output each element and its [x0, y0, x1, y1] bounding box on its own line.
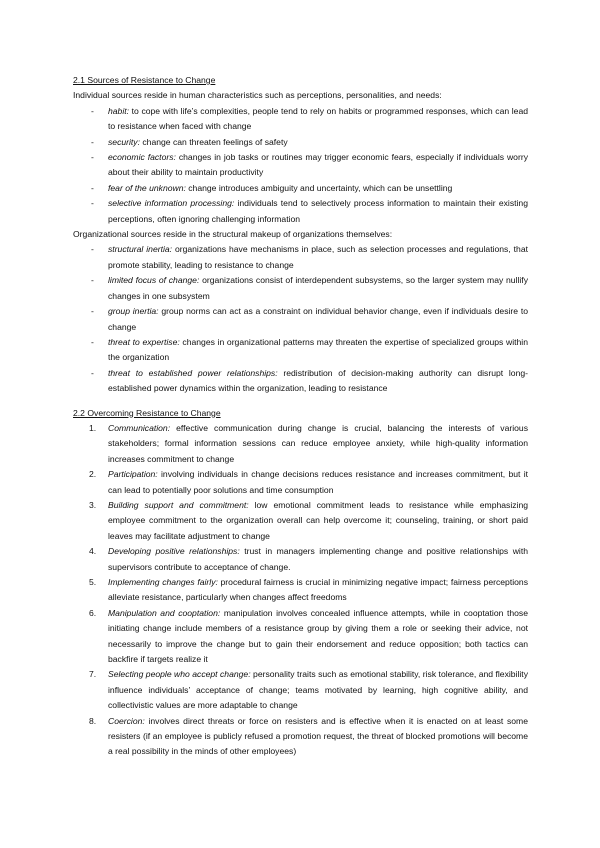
list-item-term: Selecting people who accept change: — [108, 669, 251, 680]
list-item-text: changes in job tasks or routines may trigger economic fears, especially if individuals worry about their ability to maintain productivity — [108, 152, 528, 178]
bullet-dash: - — [91, 136, 94, 147]
list-item-term: threat to expertise: — [108, 336, 180, 347]
individual-sources-intro: Individual sources reside in human characteristics such as perceptions, personalities, and needs: — [73, 90, 442, 101]
section-spacer — [73, 397, 528, 406]
list-item — [73, 498, 528, 544]
bullet-dash: - — [91, 306, 94, 317]
bullet-dash: - — [91, 244, 94, 255]
organizational-sources-intro: Organizational sources reside in the structural makeup of organizations themselves: — [73, 229, 393, 240]
list-number: 8. — [89, 715, 97, 726]
bullet-dash: - — [91, 336, 94, 347]
list-item-term: Building support and commitment: — [108, 499, 249, 510]
list-number: 5. — [89, 577, 97, 587]
document-body — [73, 73, 528, 760]
list-item-text: manipulation involves concealed influence attempts, while in cooptation those initiating change include members of a resistance group by giving them a role or seeking their advice, not necessarily to improve the change but to gain their endorsement and reduce opposition; both tactics can backfire if targets realize it — [108, 607, 528, 665]
list-item — [73, 575, 528, 606]
list-item-text: trust in managers implementing change and positive relationships with supervisors contribute to acceptance of change. — [108, 546, 528, 572]
list-item-text: effective communication during change is crucial, balancing the interests of various stakeholders; formal information sessions can reduce employee anxiety, while high-quality information increases commitment to change — [108, 422, 528, 464]
bullet-dash: - — [91, 367, 94, 378]
overcoming-resistance-list — [73, 421, 528, 760]
list-item-term: Implementing changes fairly: — [108, 577, 218, 587]
list-item-term: economic factors: — [108, 152, 176, 163]
list-item-text: redistribution of decision-making authority can disrupt long-established power dynamics within the organization, leading to resistance — [108, 367, 528, 394]
list-item-term: group inertia: — [108, 306, 159, 317]
list-item-term: habit: — [108, 105, 130, 116]
list-item — [73, 304, 528, 335]
organizational-sources-list — [73, 242, 528, 396]
list-item — [73, 104, 528, 135]
list-number: 1. — [89, 422, 97, 433]
list-item-term: limited focus of change: — [108, 275, 200, 286]
list-item-term: fear of the unknown: — [108, 182, 186, 193]
list-item-text: personality traits such as emotional stability, risk tolerance, and flexibility influence individuals’ acceptance of change; teams motivated by learning, high cognitive ability, and collectivistic values are more adaptable to change — [108, 669, 528, 711]
list-item-text: involving individuals in change decisions reduces resistance and increases commitment, but it can lead to potentially poor solutions and time consumption — [108, 469, 528, 495]
list-item-term: Manipulation and cooptation: — [108, 607, 221, 618]
list-item-text: change can threaten feelings of safety — [140, 136, 288, 147]
list-number: 6. — [89, 607, 97, 618]
list-item-text: organizations consist of interdependent subsystems, so the larger system may nullify changes in one subsystem — [108, 275, 528, 301]
list-item-term: Communication: — [108, 422, 171, 433]
list-item-text: changes in organizational patterns may threaten the expertise of specialized groups within the organization — [108, 336, 528, 363]
list-item — [73, 150, 528, 181]
list-item-term: Developing positive relationships: — [108, 546, 240, 557]
list-item — [73, 273, 528, 304]
list-item-text: group norms can act as a constraint on individual behavior change, even if individuals desire to change — [108, 306, 528, 332]
list-item-text: procedural fairness is crucial in minimizing negative impact; fairness perceptions alleviate resistance, particularly when changes affect freedoms — [108, 577, 528, 603]
list-item — [73, 467, 528, 498]
list-item-text: to cope with life’s complexities, people tend to rely on habits or programmed responses, which can lead to resistance when faced with change — [108, 105, 528, 132]
list-item — [73, 421, 528, 467]
list-item-text: low emotional commitment leads to resistance while emphasizing employee commitment to the organization overall can help overcome it; counseling, training, or short paid leaves may facilitate adjustment to change — [108, 499, 528, 541]
list-item-term: structural inertia: — [108, 244, 173, 255]
list-item-text: change introduces ambiguity and uncertainty, which can be unsettling — [185, 182, 453, 193]
list-number: 4. — [89, 546, 97, 557]
list-number: 2. — [89, 469, 97, 480]
list-item-text: individuals tend to selectively process information to maintain their existing perceptions, often ignoring challenging information — [108, 198, 528, 224]
list-item-term: threat to established power relationships: — [108, 367, 278, 378]
list-number: 7. — [89, 669, 97, 680]
list-item — [73, 366, 528, 397]
bullet-dash: - — [91, 275, 94, 286]
list-item — [73, 196, 528, 227]
list-item — [73, 181, 528, 196]
list-item — [73, 335, 528, 366]
list-item — [73, 714, 528, 760]
section-heading-overcoming: 2.2 Overcoming Resistance to Change — [73, 407, 221, 418]
list-item — [73, 544, 528, 575]
bullet-dash: - — [91, 182, 94, 193]
list-item-term: Coercion: — [108, 715, 145, 726]
list-item — [73, 667, 528, 713]
list-item-term: selective information processing: — [108, 198, 235, 209]
list-item — [73, 606, 528, 668]
individual-sources-list — [73, 104, 528, 227]
list-item-term: Participation: — [108, 469, 158, 480]
list-item-text: involves direct threats or force on resisters and is effective when it is enacted on at least some resisters (if an employee is publicly refused a promotion request, the threat of blocked promotions will become a real possibility in the minds of other employees) — [108, 715, 528, 757]
list-item — [73, 242, 528, 273]
list-number: 3. — [89, 499, 97, 510]
list-item — [73, 135, 528, 150]
section-heading-sources: 2.1 Sources of Resistance to Change — [73, 75, 216, 85]
list-item-term: security: — [108, 136, 140, 147]
bullet-dash: - — [91, 152, 94, 163]
list-item-text: organizations have mechanisms in place, such as selection processes and regulations, that promote stability, leading to resistance to change — [108, 244, 528, 270]
bullet-dash: - — [91, 198, 94, 209]
bullet-dash: - — [91, 105, 94, 116]
